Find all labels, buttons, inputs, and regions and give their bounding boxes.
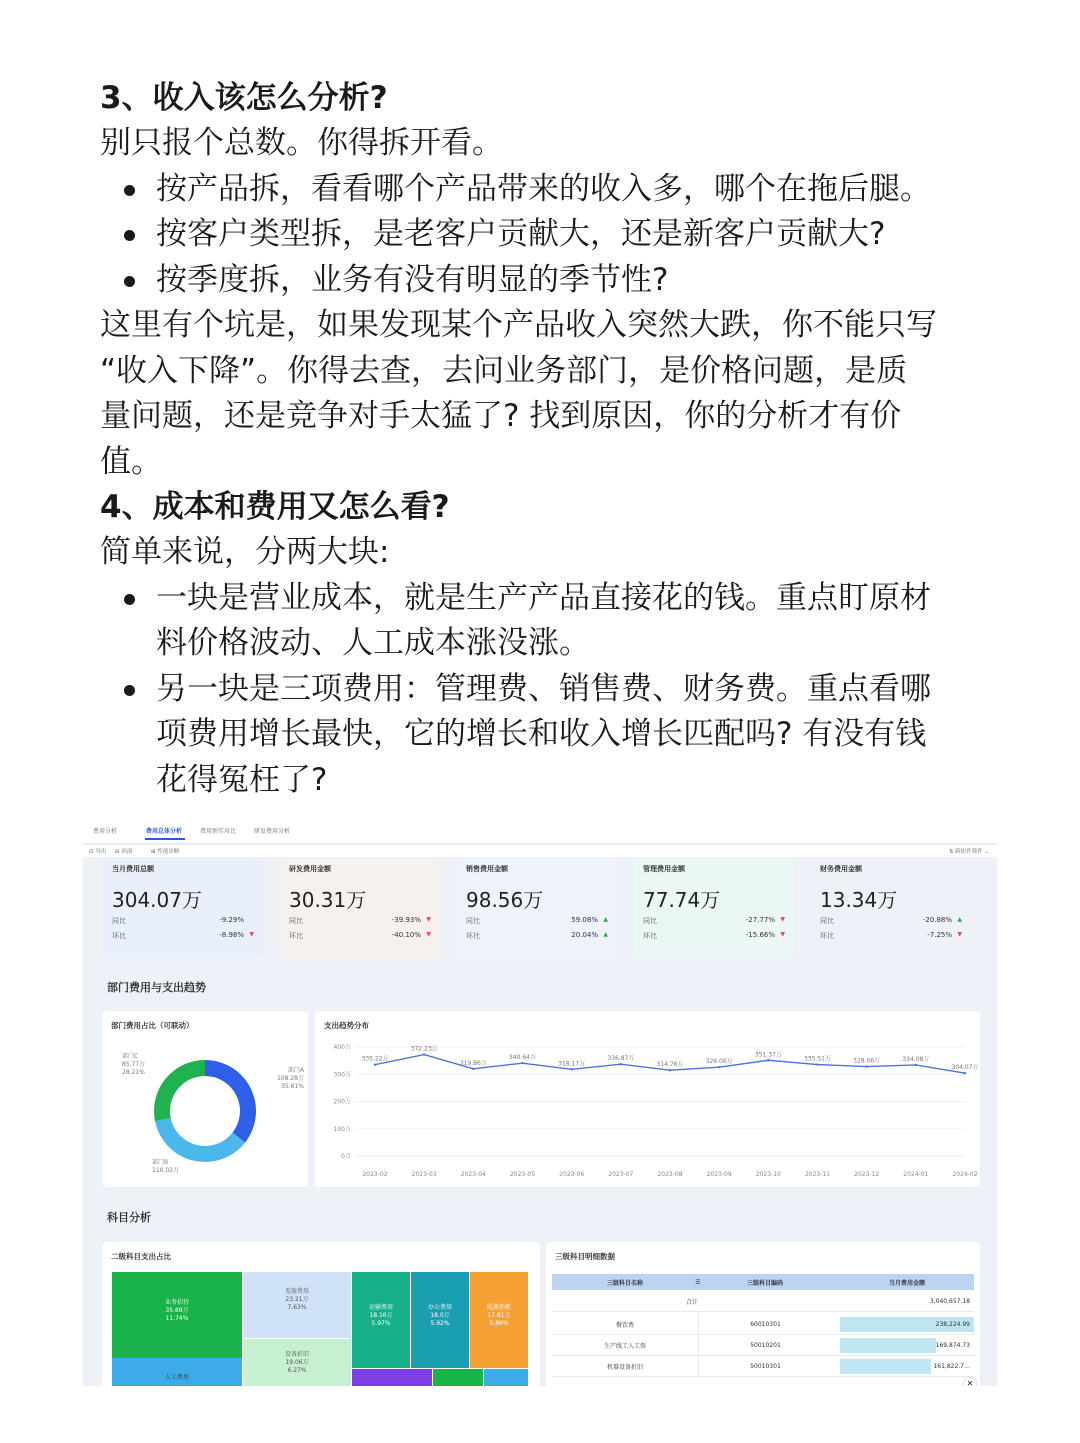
revenue-bullet-list — [100, 167, 1000, 304]
trend-point[interactable] — [620, 1063, 622, 1065]
x-tick-label: 2023-07 — [608, 1171, 634, 1178]
down-arrow-icon: ▼ — [957, 931, 962, 938]
tab-expense-analysis[interactable]: 费用分析 — [93, 828, 118, 835]
kpi-value: 304.07万 — [112, 888, 202, 912]
diagnose-button[interactable]: ⊞ 性能诊断 — [151, 849, 180, 855]
trend-point[interactable] — [570, 1068, 572, 1070]
sort-icon[interactable]: ☰ — [695, 1278, 701, 1286]
donut-panel — [102, 1011, 308, 1187]
trend-data-label: 328.06万 — [853, 1057, 881, 1065]
trend-data-label: 334.08万 — [902, 1055, 930, 1063]
export-button[interactable]: ⊡ 导出 — [89, 849, 107, 855]
detail-table-panel — [546, 1242, 980, 1386]
y-tick-label: 0万 — [341, 1153, 351, 1160]
trend-data-label: 335.51万 — [804, 1055, 831, 1063]
trend-data-label: 304.07万 — [951, 1064, 979, 1072]
cross-filter-button[interactable]: ⇅ 跨组件筛件 ⌄ — [948, 849, 989, 855]
x-tick-label: 2023-05 — [509, 1171, 536, 1178]
kpi-card-finance: 财务费用金额 13.34万 同比 -20.88% ▲ 环比 -7.25% ▼ — [810, 858, 972, 958]
trend-point[interactable] — [915, 1064, 917, 1066]
list-item: 另一块是三项费用：管理费、销售费、财务费。重点看哪 项费用增长最快，它的增长和收入增长匹配吗? 有没有钱 花得冤枉了? — [156, 667, 1000, 804]
y-tick-label: 400万 — [333, 1044, 351, 1051]
kpi-card-total: 当月费用总额 304.07万 同比 -9.29% 环比 -8.98% ▼ — [102, 858, 264, 958]
trend-data-label: 314.76万 — [656, 1061, 684, 1069]
rollback-button[interactable]: ⊟ 回滚 — [115, 849, 133, 855]
treemap-cell[interactable]: 能源消耗 17.81万 5.86% — [470, 1272, 528, 1368]
down-arrow-icon: ▼ — [780, 931, 785, 938]
kpi-label: 财务费用金额 — [820, 865, 862, 873]
x-tick-label: 2023-02 — [362, 1171, 388, 1178]
kpi-card-admin: 管理费用金额 77.74万 同比 -27.77% ▼ 环比 -15.66% ▼ — [633, 858, 795, 958]
trend-point[interactable] — [865, 1065, 867, 1067]
close-icon[interactable]: ✕ — [964, 1378, 976, 1386]
table-header-row — [552, 1274, 974, 1290]
down-arrow-icon: ▼ — [426, 931, 431, 938]
section-3-heading: 3、收入该怎么分析? — [100, 80, 388, 116]
section-3-paragraph: 这里有个坑是，如果发现某个产品收入突然大跌，你不能只写 “收入下降”。你得去查，去问业务部门，是价格问题，是质 量问题，还是竞争对手太猛了? 找到原因，你的分析才有价 值。 — [100, 307, 937, 480]
treemap-cell[interactable]: 业务招待 35.69万 11.74% — [112, 1272, 242, 1358]
trend-point[interactable] — [964, 1072, 966, 1074]
up-arrow-icon: ▲ — [603, 931, 608, 938]
dashboard-toolbar — [83, 845, 997, 857]
article — [100, 76, 1000, 803]
trend-title: 支出趋势分布 — [324, 1021, 369, 1030]
y-tick-label: 200万 — [333, 1098, 351, 1106]
trend-point[interactable] — [718, 1066, 720, 1068]
amount-bar — [840, 1359, 931, 1374]
down-arrow-icon: ▼ — [426, 916, 431, 923]
section-3-intro: 别只报个总数。你得拆开看。 — [100, 125, 503, 161]
x-tick-label: 2023-08 — [657, 1171, 683, 1178]
trend-data-label: 335.22万 — [361, 1055, 389, 1063]
kpi-card-rd: 研发费用金额 30.31万 同比 -39.93% ▼ 环比 -40.10% ▼ — [279, 858, 441, 958]
col-subject-name[interactable]: 三级科目名称 — [606, 1279, 643, 1287]
list-item: 一块是营业成本，就是生产产品直接花的钱。重点盯原材 料价格波动、人工成本涨没涨。 — [156, 576, 1000, 667]
treemap-cell[interactable]: 办公费用 18.0万 5.92% — [411, 1272, 469, 1368]
x-tick-label: 2023-10 — [755, 1171, 781, 1178]
x-tick-label: 2024-01 — [903, 1171, 929, 1178]
section-title-subject: 科目分析 — [107, 1211, 151, 1224]
kpi-value: 30.31万 — [289, 888, 367, 912]
donut-slice-0[interactable] — [205, 1060, 256, 1143]
donut-label-b: 部门B 110.02万 — [152, 1159, 179, 1174]
x-tick-label: 2023-06 — [559, 1171, 585, 1178]
col-amount[interactable]: 当月费用金额 — [888, 1279, 925, 1287]
trend-point[interactable] — [669, 1069, 671, 1071]
amount-bar — [840, 1338, 936, 1353]
kpi-label: 管理费用金额 — [643, 865, 685, 873]
treemap-cell[interactable]: 人工费用 — [112, 1358, 242, 1386]
list-item: 按客户类型拆，是老客户贡献大，还是新客户贡献大? — [156, 212, 1000, 258]
donut-slice-2[interactable] — [154, 1060, 205, 1121]
donut-label-c: 部门C 85.77万 28.21% — [122, 1053, 146, 1076]
col-subject-code[interactable]: 三级科目编码 — [746, 1279, 783, 1287]
trend-data-label: 351.37万 — [754, 1051, 782, 1059]
dashboard-tab-bar — [83, 814, 997, 844]
section-title-dept-trend: 部门费用与支出趋势 — [107, 981, 206, 994]
kpi-label: 销售费用金额 — [466, 865, 508, 873]
treemap-title: 二级科目支出占比 — [111, 1252, 171, 1261]
table-row[interactable]: 机器设备折旧 50010301 161,822.7… — [552, 1356, 974, 1377]
up-arrow-icon: ▲ — [603, 916, 608, 923]
down-arrow-icon: ▼ — [780, 916, 785, 923]
treemap-cell[interactable] — [352, 1369, 432, 1386]
table-title: 三级科目明细数据 — [555, 1252, 615, 1261]
y-tick-label: 300万 — [333, 1071, 351, 1079]
kpi-card-sales: 销售费用金额 98.56万 同比 59.08% ▲ 环比 20.04% ▲ — [456, 858, 618, 958]
kpi-value: 77.74万 — [643, 888, 721, 912]
list-item: 按产品拆，看看哪个产品带来的收入多，哪个在拖后腿。 — [156, 167, 1000, 213]
table-row[interactable]: 餐饮费 60010301 238,224.99 — [552, 1314, 974, 1335]
trend-point[interactable] — [816, 1063, 818, 1065]
trend-data-label: 340.64万 — [509, 1054, 536, 1062]
x-tick-label: 2023-04 — [460, 1171, 486, 1178]
donut-label-a: 部门A 108.28万 35.61% — [277, 1067, 304, 1090]
table-total-row: 合计 3,040,657.18 — [552, 1292, 974, 1312]
dashboard-screenshot — [83, 814, 997, 1386]
treemap-cell[interactable]: 差旅费用 23.21万 7.63% — [243, 1272, 351, 1338]
dept-donut-chart — [102, 1011, 308, 1187]
x-tick-label: 2023-11 — [804, 1171, 831, 1178]
trend-data-label: 326.06万 — [705, 1058, 733, 1066]
trend-point[interactable] — [374, 1063, 376, 1065]
x-tick-label: 2023-09 — [706, 1171, 732, 1178]
trend-point[interactable] — [767, 1059, 769, 1061]
tab-rd-analysis[interactable]: 研发费用分析 — [254, 828, 291, 835]
section-4-heading: 4、成本和费用又怎么看? — [100, 489, 450, 525]
kpi-value: 13.34万 — [820, 888, 898, 912]
donut-title: 部门费用占比（可联动） — [111, 1021, 194, 1030]
kpi-value: 98.56万 — [466, 888, 544, 912]
x-tick-label: 2023-03 — [411, 1171, 437, 1178]
active-tab-indicator — [145, 838, 185, 840]
treemap-panel — [102, 1242, 540, 1386]
kpi-label: 当月费用总额 — [112, 865, 154, 873]
table-row[interactable]: 生产线工人工资 50010201 169,874.73 — [552, 1335, 974, 1356]
x-tick-label: 2023-12 — [854, 1171, 880, 1178]
trend-point[interactable] — [423, 1053, 425, 1055]
treemap-cell[interactable] — [433, 1369, 483, 1386]
tab-overall-analysis[interactable]: 费用总体分析 — [146, 828, 183, 835]
x-tick-label: 2024-02 — [952, 1171, 978, 1178]
section-4-intro: 简单来说，分两大块: — [100, 534, 390, 570]
treemap-cell[interactable]: 设备折旧 19.06万 6.27% — [243, 1339, 351, 1386]
down-arrow-icon: ▼ — [249, 931, 254, 938]
treemap-cell[interactable] — [484, 1369, 528, 1386]
trend-data-label: 319.86万 — [459, 1059, 487, 1067]
list-item: 按季度拆，业务有没有明显的季节性? — [156, 258, 1000, 304]
tab-budget-vs-actual[interactable]: 费用预实对比 — [200, 828, 237, 835]
trend-data-label: 336.87万 — [607, 1055, 635, 1063]
trend-panel — [315, 1011, 980, 1187]
trend-data-label: 372.23万 — [410, 1045, 438, 1053]
cost-bullet-list — [100, 576, 1000, 804]
donut-slice-1[interactable] — [155, 1118, 245, 1162]
up-arrow-icon: ▲ — [957, 916, 962, 923]
trend-point[interactable] — [521, 1062, 523, 1064]
kpi-label: 研发费用金额 — [289, 865, 331, 873]
y-tick-label: 100万 — [333, 1125, 351, 1133]
trend-point[interactable] — [472, 1068, 474, 1070]
trend-data-label: 318.17万 — [558, 1060, 586, 1068]
treemap-cell[interactable]: 运输费用 18.16万 5.97% — [352, 1272, 410, 1368]
expense-trend-line-chart — [315, 1011, 980, 1187]
